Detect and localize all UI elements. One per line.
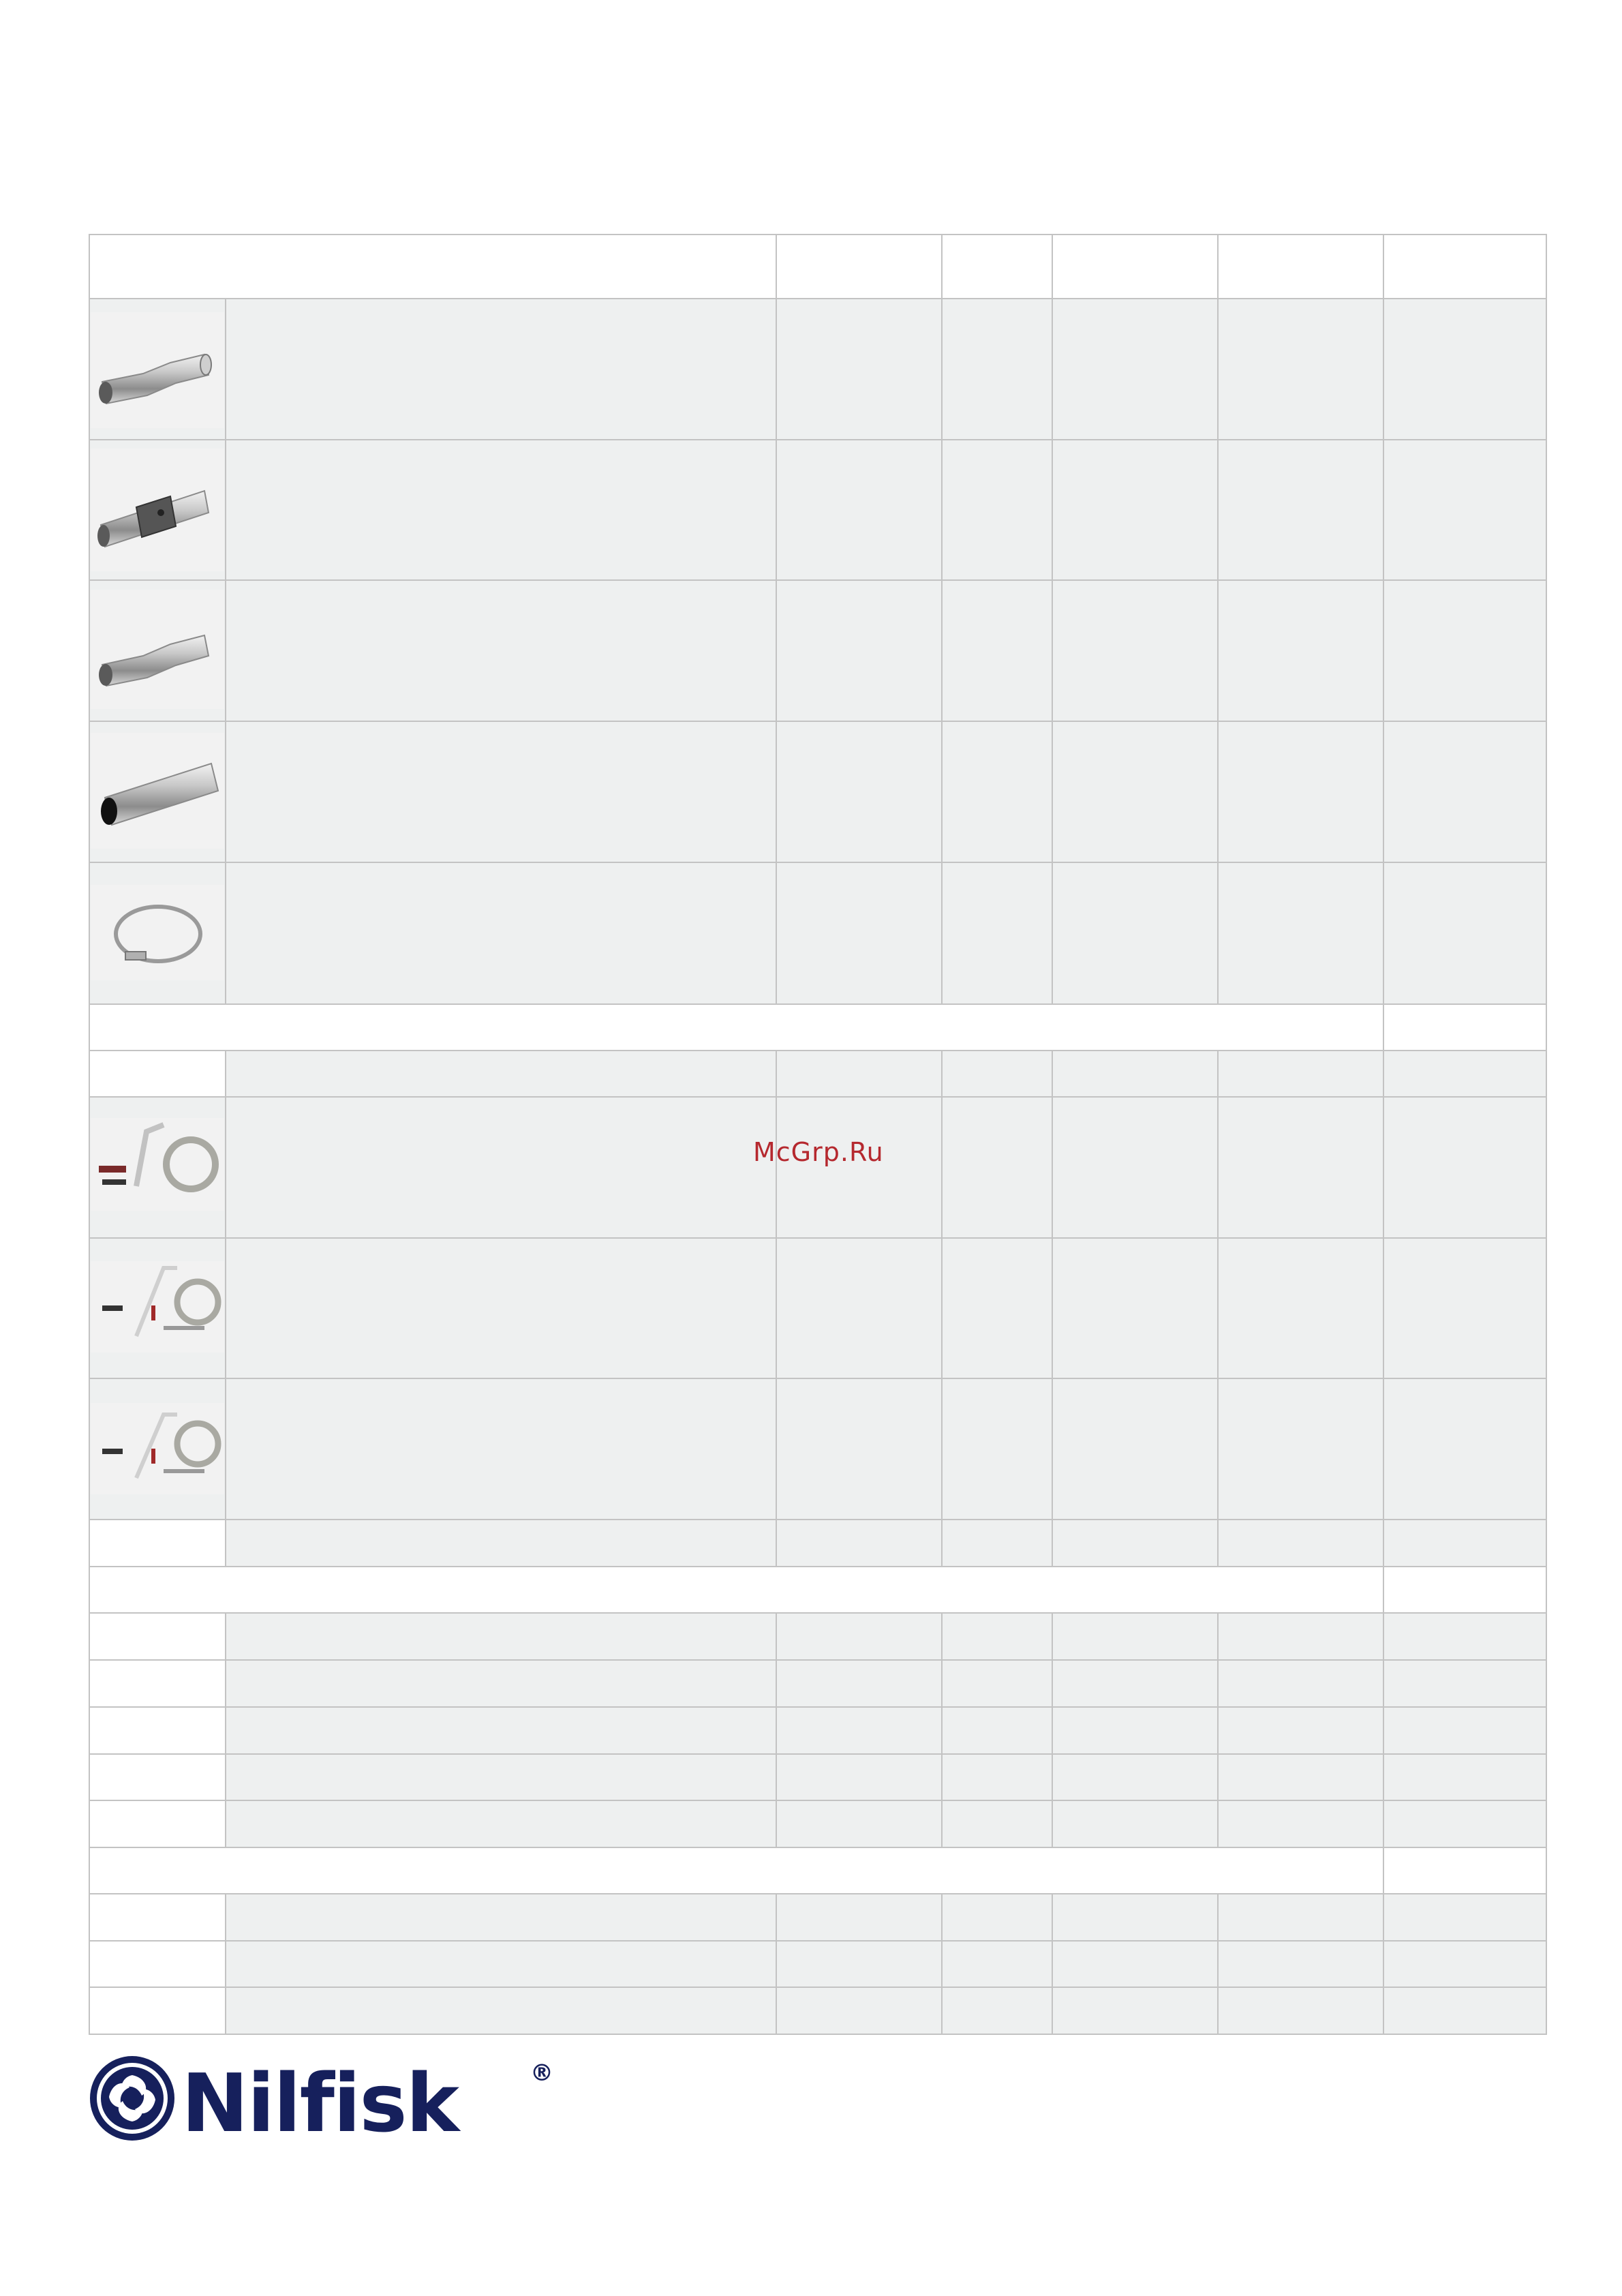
product-rows-group-3 — [89, 1613, 1546, 1847]
product-image-4 — [91, 733, 224, 849]
registered-mark: ® — [530, 2059, 553, 2087]
product-image-1 — [91, 312, 224, 428]
header-row — [89, 235, 1546, 299]
nilfisk-swirl-icon — [90, 2056, 174, 2141]
section-band-1 — [89, 1004, 1546, 1051]
watermark-text: McGrp.Ru — [753, 1137, 884, 1167]
product-image-3 — [91, 590, 224, 709]
product-image-5 — [91, 885, 224, 980]
section-band-2 — [89, 1567, 1546, 1613]
product-rows-group-4 — [89, 1894, 1546, 2034]
product-image-2 — [91, 449, 224, 571]
product-image-9 — [91, 1261, 224, 1353]
product-rows-group-2 — [89, 1051, 1546, 1567]
product-image-8 — [91, 1118, 224, 1211]
nilfisk-logo — [87, 2051, 564, 2146]
product-rows-group-1 — [89, 299, 1546, 1004]
brand-wordmark: Nilfisk — [181, 2056, 459, 2146]
product-image-10 — [91, 1403, 224, 1494]
section-band-3 — [89, 1847, 1546, 1894]
